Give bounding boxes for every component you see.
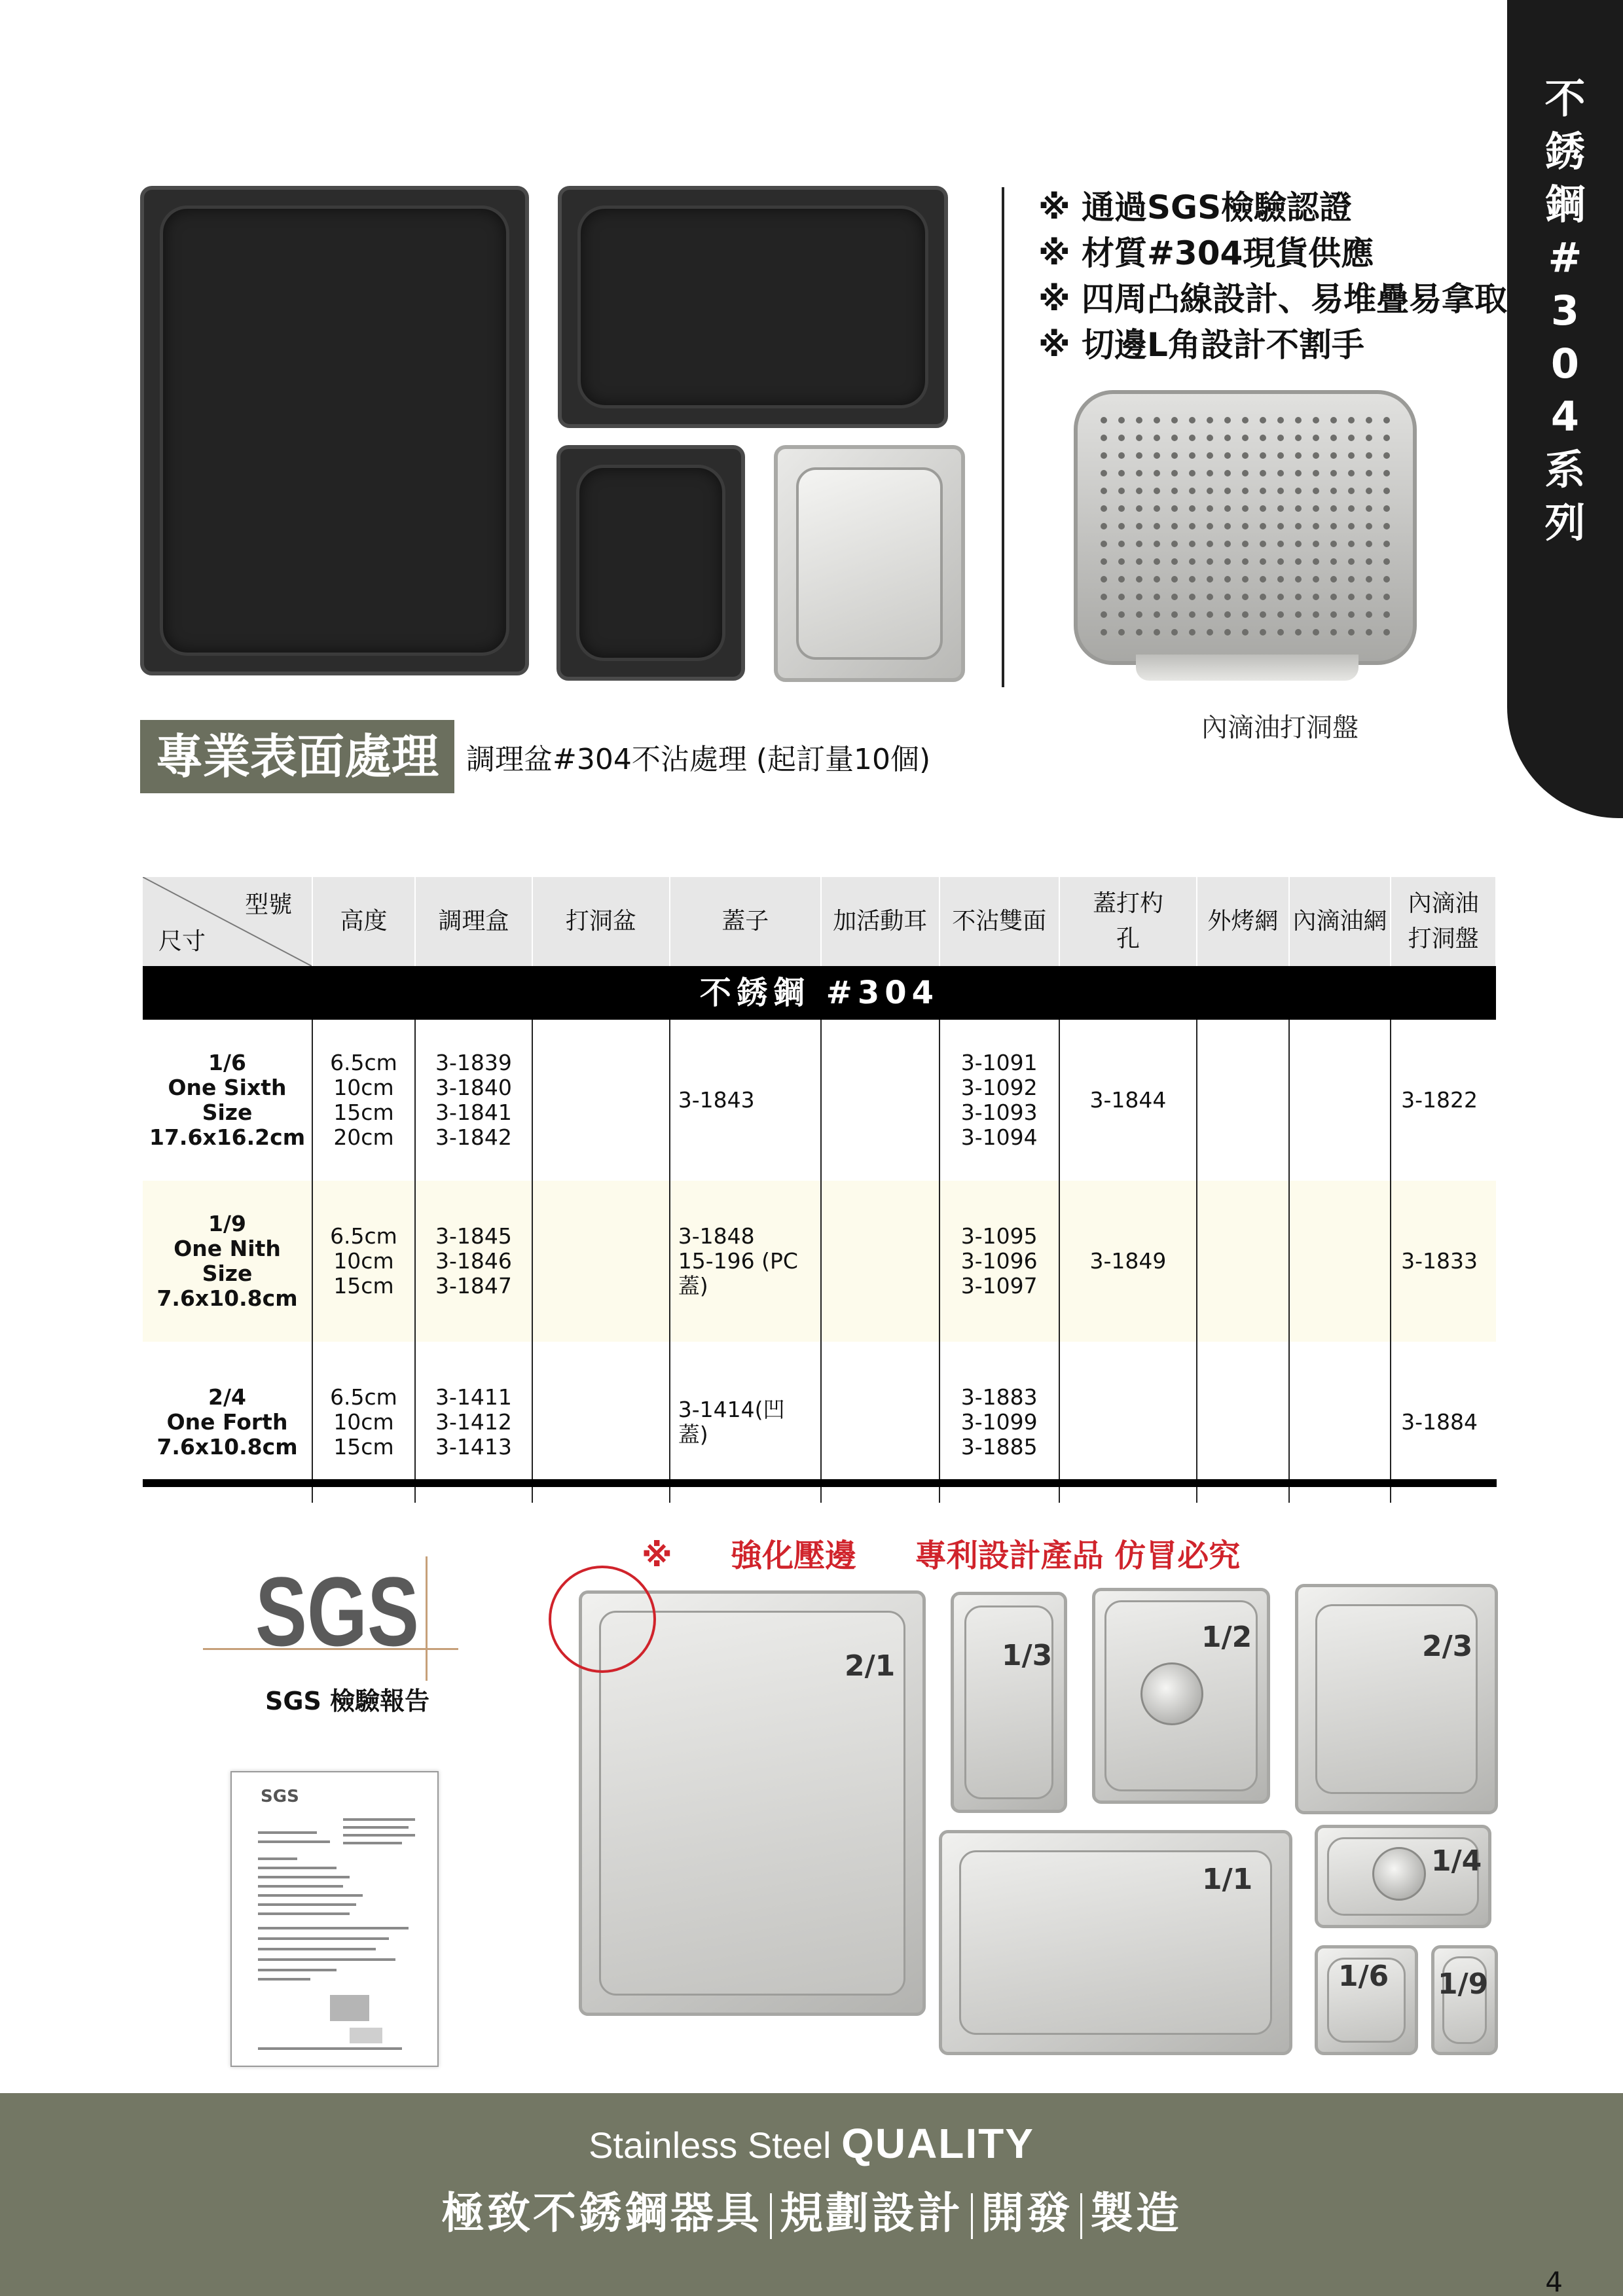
size-cell: 1/9 One Nith Size 7.6x10.8cm (143, 1181, 312, 1342)
header-drip-tray: 內滴油打洞盤 (1391, 877, 1496, 966)
size-cell: 1/6 One Sixth Size 17.6x16.2cm (143, 1020, 312, 1181)
tray-label-1-6: 1/6 (1338, 1960, 1389, 1993)
header-grill: 外烤網 (1197, 877, 1288, 966)
tray-label-1-9: 1/9 (1438, 1967, 1489, 2001)
lid-knob (1140, 1662, 1203, 1725)
reinforced-edge-highlight (549, 1566, 656, 1673)
sgs-report-document (230, 1771, 439, 2067)
drip-net-cell (1289, 1020, 1391, 1181)
sgs-logo (203, 1556, 458, 1681)
box-cell: 3-1845 3-1846 3-1847 (415, 1181, 532, 1342)
feature-item: ※ 材質#304現貨供應 (1038, 234, 1374, 272)
feature-item: ※ 切邊L角設計不割手 (1038, 326, 1364, 364)
patent-notice (642, 1530, 1240, 1575)
nonstick-cell: 3-1095 3-1096 3-1097 (939, 1181, 1059, 1342)
tray-label-2-3: 2/3 (1422, 1630, 1473, 1663)
tray-2-3 (1295, 1584, 1498, 1814)
header-perforated: 打洞盆 (532, 877, 670, 966)
surface-treatment-badge: 專業表面處理 (140, 720, 454, 793)
height-cell: 6.5cm 10cm 15cm 20cm (312, 1020, 415, 1181)
corner-header: 型號 尺寸 (143, 877, 312, 966)
patent-mark: ※ (642, 1537, 672, 1574)
table-row (143, 1181, 1496, 1342)
nonstick-pan-half (558, 186, 948, 428)
feature-item: ※ 四周凸線設計、易堆疊易拿取 (1038, 280, 1508, 318)
nonstick-pan-full (140, 186, 529, 675)
ladle-lid-cell: 3-1844 (1059, 1020, 1197, 1181)
tray-1-3 (951, 1592, 1067, 1813)
nonstick-cell: 3-1883 3-1099 3-1885 (939, 1342, 1059, 1503)
header-ladle-lid: 蓋打杓孔 (1059, 877, 1197, 966)
header-lid: 蓋子 (670, 877, 821, 966)
nonstick-cell: 3-1091 3-1092 3-1093 3-1094 (939, 1020, 1059, 1181)
ear-cell (821, 1181, 939, 1342)
tray-label-1-2: 1/2 (1201, 1621, 1252, 1654)
header-ear: 加活動耳 (821, 877, 939, 966)
ear-cell (821, 1020, 939, 1181)
perforated-tray-stand (1136, 655, 1359, 681)
tray-label-1-1: 1/1 (1202, 1863, 1253, 1896)
material-band-row (143, 966, 1496, 1020)
box-cell: 3-1839 3-1840 3-1841 3-1842 (415, 1020, 532, 1181)
box-cell: 3-1411 3-1412 3-1413 (415, 1342, 532, 1503)
drip-net-cell (1289, 1181, 1391, 1342)
patent-design: 專利設計產品 仿冒必究 (915, 1537, 1241, 1574)
perforated-tray-caption: 內滴油打洞盤 (1201, 713, 1359, 743)
table-header-row (143, 877, 1496, 966)
lid-cell: 3-1414(凹蓋) (670, 1342, 821, 1503)
svg-text:SGS: SGS (255, 1556, 419, 1666)
height-cell: 6.5cm 10cm 15cm (312, 1342, 415, 1503)
size-cell: 2/4 One Forth 7.6x10.8cm (143, 1342, 312, 1503)
spec-table (143, 877, 1497, 1503)
footer-slogan: 極致不銹鋼器具 規劃設計 開發 製造 (441, 2188, 1182, 2238)
header-nonstick: 不沾雙面 (939, 877, 1059, 966)
report-logo: SGS (261, 1787, 299, 1806)
tray-label-1-3: 1/3 (1002, 1639, 1053, 1672)
perforated-drip-tray-photo (1074, 390, 1417, 665)
divider-line (1002, 187, 1004, 687)
lid-cell: 3-1843 (670, 1020, 821, 1181)
lid-cell: 3-1848 15-196 (PC蓋) (670, 1181, 821, 1342)
header-drip-net: 內滴油網 (1289, 877, 1391, 966)
drip-tray-cell: 3-1833 (1391, 1181, 1496, 1342)
table-bottom-rule (143, 1479, 1497, 1487)
ladle-lid-cell: 3-1849 (1059, 1181, 1197, 1342)
header-box: 調理盒 (415, 877, 532, 966)
height-cell: 6.5cm 10cm 15cm (312, 1181, 415, 1342)
drip-tray-cell: 3-1884 (1401, 1409, 1478, 1435)
side-tab-title: 不 銹 鋼 # 3 0 4 系 列 (1544, 75, 1586, 547)
lid-knob (1372, 1847, 1426, 1901)
table-row (143, 1020, 1496, 1181)
surface-treatment-description: 調理盆#304不沾處理 (起訂量10個) (466, 743, 931, 776)
nonstick-pan-quarter (556, 445, 745, 681)
sgs-caption: SGS 檢驗報告 (265, 1687, 430, 1715)
material-band: 不銹鋼 #304 (143, 966, 1496, 1020)
side-tab (1507, 0, 1623, 818)
header-height: 高度 (312, 877, 415, 966)
perforated-cell (532, 1181, 670, 1342)
perforated-cell (532, 1020, 670, 1181)
footer-quality-line: Stainless Steel QUALITY (589, 2120, 1034, 2167)
tray-label-2-1: 2/1 (845, 1649, 896, 1683)
tray-label-1-4: 1/4 (1431, 1844, 1482, 1878)
grill-cell (1197, 1181, 1288, 1342)
grill-cell (1197, 1020, 1288, 1181)
feature-item: ※ 通過SGS檢驗認證 (1038, 188, 1353, 226)
patent-edge: 強化壓邊 (731, 1537, 857, 1574)
steel-pan-quarter (774, 445, 965, 682)
feature-list (1038, 185, 1507, 368)
footer-banner (0, 2093, 1623, 2296)
drip-tray-cell: 3-1822 (1401, 1087, 1478, 1113)
page-number: 4 (1545, 2266, 1563, 2296)
